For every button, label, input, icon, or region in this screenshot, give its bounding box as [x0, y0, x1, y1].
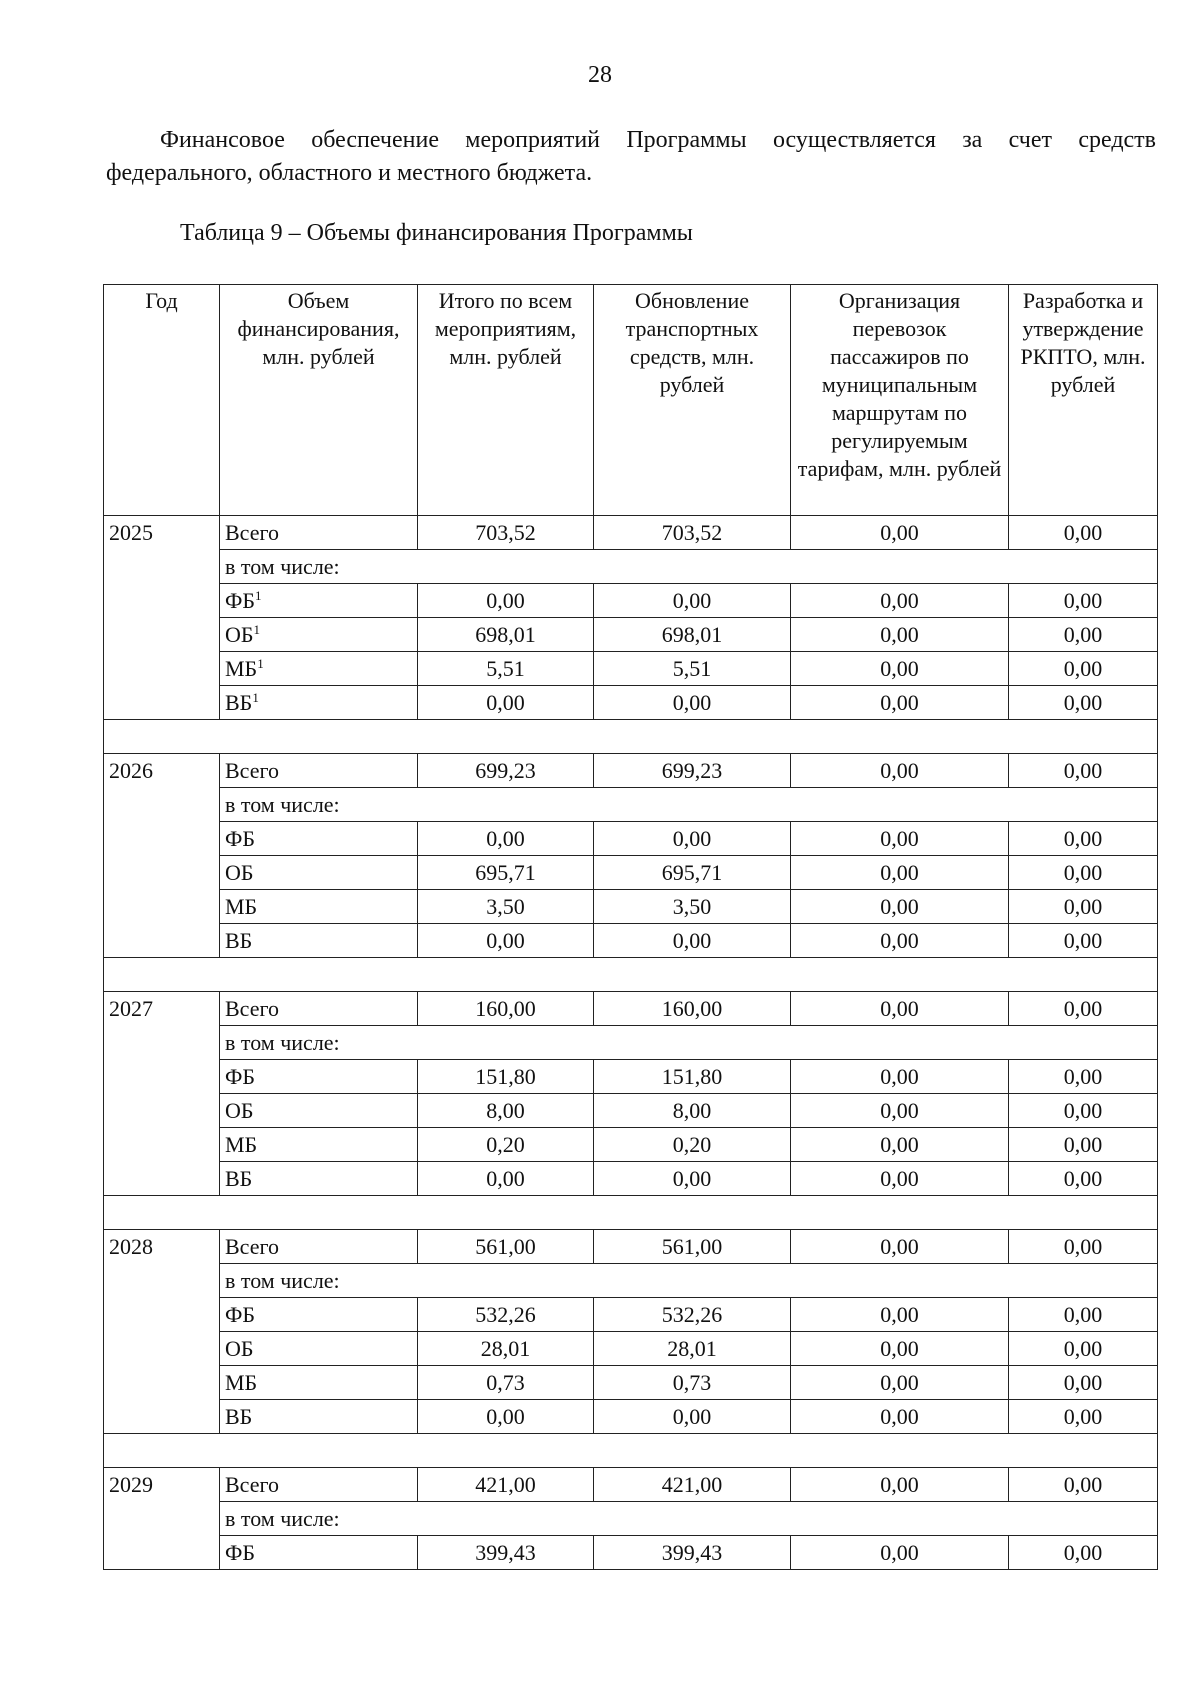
table-row-total [104, 992, 1158, 1026]
table-row [104, 618, 1158, 652]
source-label-text: МБ [225, 1132, 258, 1157]
table-row [104, 1400, 1158, 1434]
value-cell: 160,00 [418, 992, 594, 1026]
year-cell-continued [104, 1162, 220, 1196]
source-label [220, 856, 418, 890]
including-label: в том числе: [220, 550, 1158, 584]
value-cell: 698,01 [594, 618, 791, 652]
value-cell: 0,00 [791, 890, 1009, 924]
year-cell: 2028 [104, 1230, 220, 1264]
year-cell-continued [104, 1536, 220, 1570]
value-cell: 28,01 [594, 1332, 791, 1366]
row-label: Всего [220, 754, 418, 788]
table-row [104, 1366, 1158, 1400]
table-row-total [104, 1230, 1158, 1264]
table-row [104, 686, 1158, 720]
source-label-text: МБ [225, 656, 258, 681]
source-label-text: ОБ [225, 1336, 254, 1361]
value-cell: 703,52 [418, 516, 594, 550]
value-cell: 0,73 [594, 1366, 791, 1400]
footnote-mark: 1 [252, 690, 259, 705]
year-cell-continued [104, 686, 220, 720]
table-row-total [104, 754, 1158, 788]
year-cell-continued [104, 1094, 220, 1128]
source-label [220, 1366, 418, 1400]
value-cell: 0,00 [594, 686, 791, 720]
source-label [220, 924, 418, 958]
source-label [220, 584, 418, 618]
value-cell: 698,01 [418, 618, 594, 652]
value-cell: 3,50 [594, 890, 791, 924]
year-cell-continued [104, 1400, 220, 1434]
header-total: Итого по всем мероприятиям, млн. рублей [418, 285, 594, 516]
value-cell: 0,00 [791, 1332, 1009, 1366]
value-cell: 160,00 [594, 992, 791, 1026]
year-cell-continued [104, 652, 220, 686]
value-cell: 0,00 [1009, 890, 1158, 924]
gap-cell [104, 1434, 1158, 1468]
header-volume: Объем финансирования, млн. рублей [220, 285, 418, 516]
value-cell: 399,43 [594, 1536, 791, 1570]
value-cell: 0,00 [1009, 754, 1158, 788]
value-cell: 532,26 [594, 1298, 791, 1332]
value-cell: 0,00 [791, 1128, 1009, 1162]
table-row [104, 1536, 1158, 1570]
table-row [104, 1060, 1158, 1094]
year-cell-continued [104, 1366, 220, 1400]
header-transport: Организация перевозок пассажиров по муниципальным маршрутам по регулируемым тарифам, млн. рублей [791, 285, 1009, 516]
source-label-text: ОБ [225, 860, 254, 885]
year-cell-continued [104, 1060, 220, 1094]
value-cell: 0,00 [1009, 1332, 1158, 1366]
value-cell: 0,00 [1009, 924, 1158, 958]
value-cell: 0,00 [594, 1400, 791, 1434]
value-cell: 0,00 [1009, 1468, 1158, 1502]
value-cell: 0,73 [418, 1366, 594, 1400]
source-label [220, 1332, 418, 1366]
including-label: в том числе: [220, 1502, 1158, 1536]
value-cell: 561,00 [418, 1230, 594, 1264]
value-cell: 8,00 [594, 1094, 791, 1128]
value-cell: 0,00 [594, 584, 791, 618]
value-cell: 703,52 [594, 516, 791, 550]
source-label-text: ОБ [225, 622, 254, 647]
value-cell: 0,00 [1009, 1094, 1158, 1128]
table-header-row [104, 285, 1158, 516]
page-number: 28 [588, 62, 612, 88]
value-cell: 0,00 [594, 924, 791, 958]
year-cell: 2025 [104, 516, 220, 550]
value-cell: 0,00 [791, 1094, 1009, 1128]
source-label-text: ФБ [225, 826, 256, 851]
value-cell: 0,00 [1009, 1298, 1158, 1332]
value-cell: 5,51 [594, 652, 791, 686]
value-cell: 0,00 [791, 1230, 1009, 1264]
table-row [104, 1298, 1158, 1332]
table-row [104, 924, 1158, 958]
row-label: Всего [220, 516, 418, 550]
value-cell: 28,01 [418, 1332, 594, 1366]
year-cell: 2027 [104, 992, 220, 1026]
table-gap-row [104, 958, 1158, 992]
source-label [220, 652, 418, 686]
year-cell-continued [104, 856, 220, 890]
source-label-text: ФБ [225, 1064, 256, 1089]
table-row-total [104, 516, 1158, 550]
table-caption: Таблица 9 – Объемы финансирования Программы [180, 220, 693, 246]
source-label [220, 890, 418, 924]
table-row [104, 1094, 1158, 1128]
value-cell: 0,00 [418, 686, 594, 720]
table-gap-row [104, 1196, 1158, 1230]
table-row-including [104, 550, 1158, 584]
value-cell: 0,00 [791, 1536, 1009, 1570]
source-label [220, 822, 418, 856]
value-cell: 151,80 [594, 1060, 791, 1094]
table-row-including [104, 788, 1158, 822]
value-cell: 0,00 [791, 584, 1009, 618]
source-label [220, 1060, 418, 1094]
year-cell-continued [104, 822, 220, 856]
table-row [104, 890, 1158, 924]
source-label-text: ВБ [225, 928, 253, 953]
value-cell: 699,23 [418, 754, 594, 788]
value-cell: 699,23 [594, 754, 791, 788]
table-row [104, 652, 1158, 686]
value-cell: 421,00 [594, 1468, 791, 1502]
value-cell: 532,26 [418, 1298, 594, 1332]
source-label-text: МБ [225, 1370, 258, 1395]
including-label: в том числе: [220, 1026, 1158, 1060]
year-cell-continued [104, 618, 220, 652]
year-cell-continued [104, 1332, 220, 1366]
header-vehicles: Обновление транспортных средств, млн. рублей [594, 285, 791, 516]
row-label: Всего [220, 992, 418, 1026]
source-label [220, 1536, 418, 1570]
value-cell: 0,00 [418, 1162, 594, 1196]
table-row [104, 856, 1158, 890]
value-cell: 0,00 [594, 822, 791, 856]
value-cell: 5,51 [418, 652, 594, 686]
financing-table [103, 284, 1158, 1570]
value-cell: 0,00 [791, 992, 1009, 1026]
including-label: в том числе: [220, 1264, 1158, 1298]
value-cell: 0,00 [1009, 516, 1158, 550]
value-cell: 0,00 [594, 1162, 791, 1196]
value-cell: 0,00 [1009, 822, 1158, 856]
value-cell: 0,00 [1009, 618, 1158, 652]
value-cell: 0,00 [1009, 584, 1158, 618]
value-cell: 0,00 [1009, 1230, 1158, 1264]
value-cell: 0,00 [1009, 1400, 1158, 1434]
year-cell-continued [104, 1502, 220, 1536]
value-cell: 0,00 [791, 1162, 1009, 1196]
year-cell-continued [104, 890, 220, 924]
value-cell: 0,00 [791, 1366, 1009, 1400]
source-label-text: ФБ [225, 1540, 256, 1565]
value-cell: 0,00 [1009, 1128, 1158, 1162]
value-cell: 0,00 [791, 1400, 1009, 1434]
source-label [220, 686, 418, 720]
footnote-mark: 1 [253, 622, 261, 637]
value-cell: 0,00 [791, 652, 1009, 686]
table-row-including [104, 1026, 1158, 1060]
header-rkpto: Разработка и утверждение РКПТО, млн. рублей [1009, 285, 1158, 516]
year-cell-continued [104, 1264, 220, 1298]
value-cell: 0,00 [1009, 1366, 1158, 1400]
year-cell-continued [104, 550, 220, 584]
value-cell: 421,00 [418, 1468, 594, 1502]
value-cell: 0,00 [1009, 1162, 1158, 1196]
value-cell: 0,00 [1009, 992, 1158, 1026]
including-label: в том числе: [220, 788, 1158, 822]
value-cell: 0,00 [418, 1400, 594, 1434]
year-cell-continued [104, 1128, 220, 1162]
value-cell: 0,00 [791, 1298, 1009, 1332]
value-cell: 0,00 [791, 822, 1009, 856]
table-row [104, 1128, 1158, 1162]
value-cell: 0,00 [791, 924, 1009, 958]
year-cell-continued [104, 924, 220, 958]
source-label [220, 1162, 418, 1196]
row-label: Всего [220, 1230, 418, 1264]
value-cell: 0,00 [418, 822, 594, 856]
source-label-text: МБ [225, 894, 258, 919]
table-row [104, 822, 1158, 856]
value-cell: 0,00 [418, 924, 594, 958]
gap-cell [104, 958, 1158, 992]
year-cell-continued [104, 1298, 220, 1332]
source-label-text: ОБ [225, 1098, 254, 1123]
header-year: Год [104, 285, 220, 516]
table-row [104, 1162, 1158, 1196]
value-cell: 3,50 [418, 890, 594, 924]
table-body [104, 516, 1158, 1570]
value-cell: 0,00 [1009, 1060, 1158, 1094]
table-row-including [104, 1264, 1158, 1298]
value-cell: 695,71 [594, 856, 791, 890]
table-row [104, 584, 1158, 618]
source-label-text: ВБ [225, 690, 253, 715]
value-cell: 0,20 [418, 1128, 594, 1162]
source-label [220, 618, 418, 652]
value-cell: 0,00 [791, 754, 1009, 788]
footnote-mark: 1 [255, 588, 262, 603]
year-cell-continued [104, 1026, 220, 1060]
value-cell: 0,00 [1009, 1536, 1158, 1570]
table-row-including [104, 1502, 1158, 1536]
source-label-text: ФБ [225, 588, 256, 613]
value-cell: 0,00 [791, 856, 1009, 890]
value-cell: 0,20 [594, 1128, 791, 1162]
source-label [220, 1128, 418, 1162]
value-cell: 0,00 [791, 516, 1009, 550]
value-cell: 0,00 [791, 686, 1009, 720]
value-cell: 0,00 [1009, 652, 1158, 686]
source-label-text: ВБ [225, 1166, 253, 1191]
source-label [220, 1400, 418, 1434]
table-row [104, 1332, 1158, 1366]
value-cell: 0,00 [791, 1468, 1009, 1502]
value-cell: 0,00 [418, 584, 594, 618]
footnote-mark: 1 [257, 656, 264, 671]
year-cell-continued [104, 788, 220, 822]
table-gap-row [104, 720, 1158, 754]
value-cell: 0,00 [1009, 686, 1158, 720]
year-cell: 2026 [104, 754, 220, 788]
year-cell-continued [104, 584, 220, 618]
row-label: Всего [220, 1468, 418, 1502]
value-cell: 399,43 [418, 1536, 594, 1570]
source-label-text: ФБ [225, 1302, 256, 1327]
gap-cell [104, 1196, 1158, 1230]
value-cell: 0,00 [791, 1060, 1009, 1094]
value-cell: 695,71 [418, 856, 594, 890]
source-label [220, 1298, 418, 1332]
table-gap-row [104, 1434, 1158, 1468]
value-cell: 561,00 [594, 1230, 791, 1264]
source-label-text: ВБ [225, 1404, 253, 1429]
value-cell: 8,00 [418, 1094, 594, 1128]
source-label [220, 1094, 418, 1128]
value-cell: 0,00 [791, 618, 1009, 652]
gap-cell [104, 720, 1158, 754]
value-cell: 0,00 [1009, 856, 1158, 890]
year-cell: 2029 [104, 1468, 220, 1502]
table-row-total [104, 1468, 1158, 1502]
value-cell: 151,80 [418, 1060, 594, 1094]
intro-paragraph: Финансовое обеспечение мероприятий Программы осуществляется за счет средств федерального, областного и местного бюджета. [106, 127, 1156, 186]
